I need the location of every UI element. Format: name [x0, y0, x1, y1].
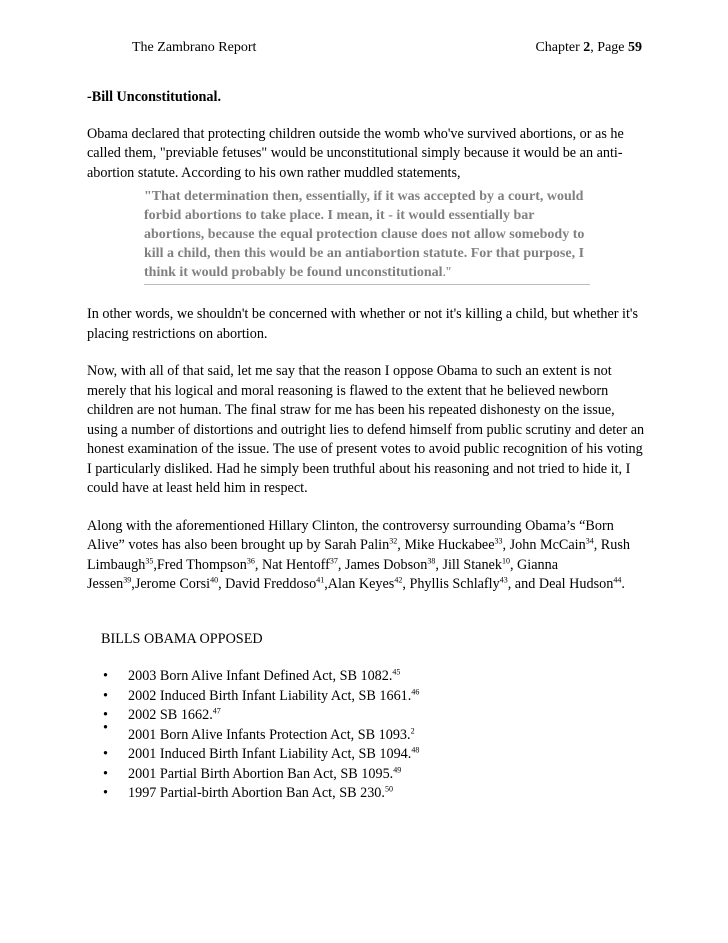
list-item	[101, 745, 647, 765]
paragraph-4-text: Along with the aforementioned Hillary Clinton, the controversy surrounding Obama’s “Born Alive” votes has also been brought up by Sarah Palin	[87, 517, 614, 553]
paragraph-2: In other words, we shouldn't be concerned with whether or not it's killing a child, but whether it's placing restrictions on abortion.	[87, 306, 639, 342]
quote-tail: .''	[442, 265, 452, 280]
list-item	[101, 667, 647, 687]
footnote-ref: 48	[411, 745, 420, 755]
bill-text: 2001 Born Alive Infants Protection Act, SB 1093.	[128, 726, 411, 743]
paragraph-4-text: ,Alan Keyes	[324, 576, 395, 592]
footnote-ref: 38	[427, 555, 436, 565]
footnote-ref: 49	[393, 764, 402, 774]
paragraph-4-text: , Phyllis Schlafly	[402, 576, 500, 592]
bullet-icon: •	[103, 785, 108, 801]
bill-text: 2002 SB 1662.	[128, 707, 213, 723]
footnote-ref: 40	[210, 575, 219, 585]
paragraph-4-text: , David Freddoso	[218, 576, 317, 592]
footnote-ref: 47	[212, 706, 221, 716]
paragraph-4-text: ,Fred Thompson	[153, 556, 247, 573]
footnote-ref: 42	[394, 575, 403, 585]
footnote-ref: 50	[384, 784, 393, 794]
paragraph-4-text: ,Jerome Corsi	[131, 576, 211, 592]
footnote-ref: 41	[316, 575, 325, 585]
bill-text: 1997 Partial-birth Abortion Ban Act, SB 230.	[128, 785, 385, 801]
list-item	[101, 706, 647, 726]
footnote-ref: 33	[494, 536, 503, 546]
page-header	[132, 40, 642, 56]
bullet-icon: •	[103, 668, 108, 684]
bill-text: 2002 Induced Birth Infant Liability Act, SB 1661.	[128, 687, 412, 704]
list-item	[101, 784, 647, 804]
quote-text: "That determination then, essentially, if it was accepted by a court, would forbid abortions to take place. I mean, it - it would essentially bar abortions, because the equal protection clause does not allow somebody to kill a child, then this would be an antiabortion statute. For that purpose, I think it would probably be found unconstitutional	[144, 189, 585, 280]
block-quote	[144, 187, 590, 285]
paragraph-4-text: , Nat Hentoff	[254, 556, 330, 573]
paragraph-1: Obama declared that protecting children outside the womb who've survived abortions, or as he called them, "previable fetuses" would be unconstitutional simply because it would be an anti-abortion statute. According to his own rather muddled statements,	[87, 125, 624, 181]
bills-section	[101, 630, 647, 804]
bullet-icon: •	[103, 687, 108, 704]
paragraph-4-text: , James Dobson	[337, 556, 428, 573]
bullet-icon: •	[103, 746, 108, 762]
footnote-ref: 2	[410, 725, 415, 735]
paragraph-4-text: , Gianna Jessen	[87, 556, 559, 592]
bullet-icon: •	[103, 707, 108, 723]
paragraph-4	[87, 517, 647, 595]
paragraph-3: Now, with all of that said, let me say that the reason I oppose Obama to such an extent is not merely that his logical and moral reasoning is flawed to the extent that he believed newborn children are not human. The final straw for me has been his repeated dishonesty on the issue, using a number of distortions and outright lies to defend himself from public scrutiny and deter an honest examination of the issue. The use of present votes to avoid public recognition of his voting I particularly disliked. Had he simply been truthful about his reasoning and not tried to hide it, I could have at least held him in respect.	[87, 363, 645, 496]
footnote-ref: 36	[246, 555, 255, 565]
footnote-ref: 44	[613, 575, 622, 585]
bill-text: 2001 Induced Birth Infant Liability Act, SB 1094.	[128, 746, 412, 762]
footnote-ref: 46	[411, 686, 420, 696]
bill-text: 2003 Born Alive Infant Defined Act, SB 1082.	[128, 668, 393, 684]
paragraph-4-text: , John McCain	[502, 537, 586, 553]
paragraph-4-text: , and Deal Hudson	[507, 576, 614, 592]
footnote-ref: 34	[585, 536, 594, 546]
footnote-ref: 35	[145, 555, 154, 565]
footnote-ref: 10	[501, 555, 510, 565]
footnote-ref: 43	[499, 575, 508, 585]
bills-list	[101, 667, 647, 804]
chapter-page-label: Chapter 2, Page 59	[535, 40, 642, 55]
paragraph-4-text: .	[621, 576, 625, 592]
paragraph-4-text: , Mike Huckabee	[397, 537, 495, 553]
bills-title: BILLS OBAMA OPPOSED	[101, 630, 263, 647]
paragraph-4-text: , Rush Limbaugh	[87, 537, 630, 573]
paragraph-4-text: , Jill Stanek	[435, 556, 502, 573]
list-item	[101, 687, 647, 707]
list-item	[101, 719, 647, 746]
footnote-ref: 32	[389, 536, 398, 546]
bullet-icon: •	[103, 765, 108, 782]
footnote-ref: 39	[123, 575, 132, 585]
section-heading: -Bill Unconstitutional.	[87, 89, 222, 105]
footnote-ref: 45	[392, 667, 401, 677]
list-item	[101, 765, 647, 785]
document-body	[87, 88, 647, 804]
footnote-ref: 37	[329, 555, 338, 565]
bill-text: 2001 Partial Birth Abortion Ban Act, SB 1095.	[128, 765, 394, 782]
bullet-icon: •	[103, 719, 108, 736]
report-title: The Zambrano Report	[132, 40, 257, 55]
